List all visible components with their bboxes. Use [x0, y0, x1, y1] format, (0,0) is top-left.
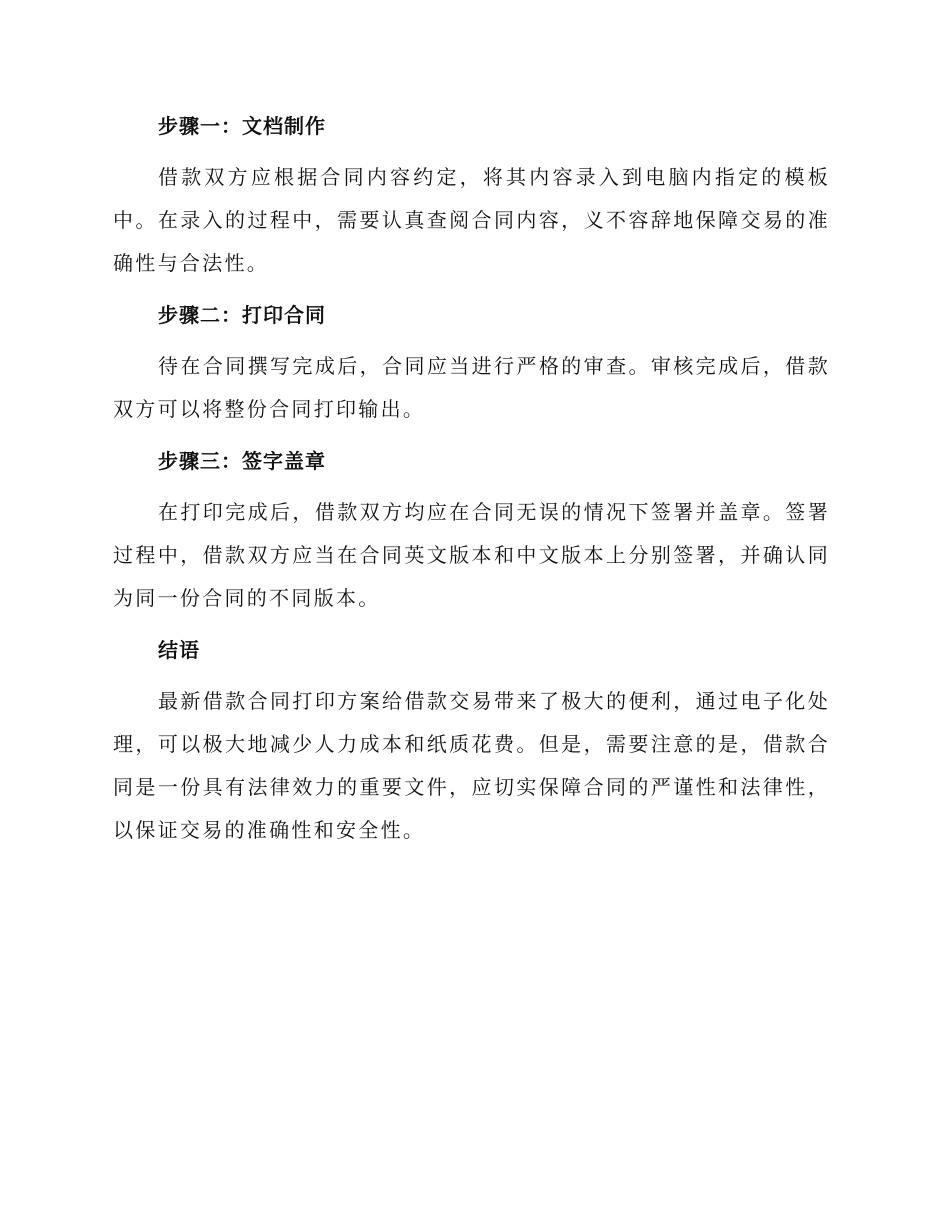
section-body-step-2: 待在合同撰写完成后，合同应当进行严格的审查。审核完成后，借款双方可以将整份合同打印输出。 [113, 354, 830, 421]
section-heading-step-3: 步骤三：签字盖章 [158, 449, 326, 473]
section-heading-conclusion: 结语 [158, 638, 200, 662]
section-body-conclusion: 最新借款合同打印方案给借款交易带来了极大的便利，通过电子化处理，可以极大地减少人力成本和纸质花费。但是，需要注意的是，借款合同是一份具有法律效力的重要文件，应切实保障合同的严谨性和法律性，以保证交易的准确性和安全性。 [113, 689, 830, 842]
section-heading-step-1: 步骤一：文档制作 [158, 114, 326, 138]
document-page [113, 110, 830, 866]
section-heading-step-2: 步骤二：打印合同 [158, 303, 326, 327]
section-body-step-1: 借款双方应根据合同内容约定，将其内容录入到电脑内指定的模板中。在录入的过程中，需要认真查阅合同内容，义不容辞地保障交易的准确性与合法性。 [113, 165, 830, 275]
section-body-step-3: 在打印完成后，借款双方均应在合同无误的情况下签署并盖章。签署过程中，借款双方应当在合同英文版本和中文版本上分别签署，并确认同为同一份合同的不同版本。 [113, 500, 830, 610]
